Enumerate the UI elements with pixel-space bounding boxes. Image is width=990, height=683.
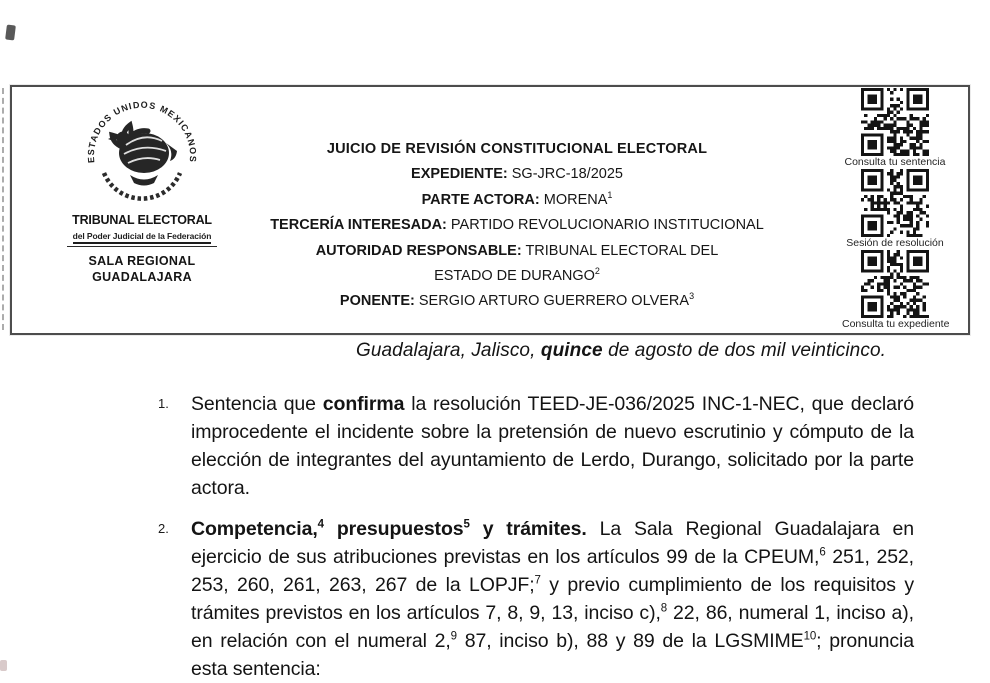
footnote-marker: 5 bbox=[463, 518, 470, 531]
text-segment: 87, inciso b), 88 y 89 de la LGSMIME bbox=[456, 630, 804, 652]
case-field bbox=[210, 239, 824, 290]
institution-city: GUADALAJARA bbox=[92, 270, 192, 284]
case-field bbox=[210, 162, 824, 187]
institution-rule bbox=[67, 246, 217, 247]
paragraph bbox=[158, 515, 914, 683]
qr-label: Consulta tu sentencia bbox=[844, 156, 946, 168]
text-segment: confirma bbox=[322, 393, 405, 415]
case-field-label: PONENTE: bbox=[339, 293, 415, 310]
qr-label: Consulta tu expediente bbox=[842, 318, 950, 330]
text-segment: quince bbox=[540, 340, 603, 361]
footnote-marker: 8 bbox=[660, 602, 668, 615]
paragraph-text bbox=[191, 390, 914, 502]
paragraph-number: 1. bbox=[158, 396, 169, 411]
national-seal-icon bbox=[82, 91, 202, 213]
text-segment: y trámites. bbox=[469, 518, 587, 540]
text-segment: presupuestos bbox=[323, 518, 464, 540]
qr-item bbox=[842, 169, 948, 249]
case-field-value: SERGIO ARTURO GUERRERO OLVERA bbox=[418, 293, 690, 310]
text-segment: 22, 86, numeral 1, inciso a), en relación con el numeral 2, bbox=[191, 602, 914, 652]
case-field-label: AUTORIDAD RESPONSABLE: bbox=[315, 242, 522, 259]
case-field bbox=[210, 289, 824, 314]
text-segment: ; pronuncia esta sentencia: bbox=[191, 630, 914, 680]
case-field-label: EXPEDIENTE: bbox=[411, 166, 508, 183]
letterhead bbox=[10, 85, 970, 335]
text-segment: la resolución TEED-JE-036/2025 INC-1-NEC, que declaró improcedente el incidente sobre la pretensión de nuevo escrutinio y cómputo de la elección de integrantes del ayuntamiento de Lerdo, Durango, solicitado por la parte actora. bbox=[191, 393, 914, 499]
qr-label: Sesión de resolución bbox=[846, 237, 944, 249]
qr-item bbox=[842, 250, 948, 330]
text-segment: y previo cumplimiento de los requisitos y trámites previstos en los artículos 7, 8, 9, 13, inciso c), bbox=[191, 574, 914, 624]
case-title: JUICIO DE REVISIÓN CONSTITUCIONAL ELECTORAL bbox=[326, 141, 708, 157]
paragraph-number: 2. bbox=[158, 521, 169, 536]
institution-chamber: SALA REGIONAL bbox=[88, 254, 196, 268]
text-segment: 251, 252, 253, 260, 261, 263, 267 de la LOPJF; bbox=[191, 546, 914, 596]
footnote-marker: 6 bbox=[819, 546, 826, 559]
qr-code-icon bbox=[861, 250, 929, 318]
case-caption bbox=[210, 137, 824, 315]
text-segment: de agosto de dos mil veinticinco. bbox=[602, 340, 886, 361]
case-field-value: MORENA bbox=[543, 191, 608, 208]
footnote-marker: 7 bbox=[534, 574, 541, 587]
seal-laurel bbox=[104, 173, 180, 199]
case-field bbox=[210, 188, 824, 213]
institution-name: TRIBUNAL ELECTORAL bbox=[72, 213, 212, 227]
case-field-label: PARTE ACTORA: bbox=[421, 191, 540, 208]
text-segment: Sentencia que bbox=[191, 393, 323, 415]
qr-code-icon bbox=[861, 169, 929, 237]
paragraph-text bbox=[191, 515, 914, 683]
dateline bbox=[180, 340, 886, 362]
footnote-marker: 4 bbox=[317, 518, 324, 531]
case-field-value: PARTIDO REVOLUCIONARIO INSTITUCIONAL bbox=[450, 217, 764, 234]
paragraph-list bbox=[158, 390, 914, 683]
text-segment: Competencia, bbox=[191, 518, 318, 540]
seal-eagle-icon bbox=[108, 125, 177, 186]
text-segment: Guadalajara, Jalisco, bbox=[355, 340, 541, 361]
case-fields bbox=[210, 162, 824, 314]
scan-edge-scratch bbox=[2, 88, 4, 330]
footnote-marker: 2 bbox=[594, 266, 600, 277]
footnote-marker: 1 bbox=[607, 189, 613, 200]
footnote-marker: 10 bbox=[803, 630, 817, 643]
case-field-value-line2: ESTADO DE DURANGO$^2$ bbox=[434, 266, 600, 285]
institution-subtitle: del Poder Judicial de la Federación bbox=[73, 232, 212, 245]
scan-speck bbox=[0, 660, 7, 671]
seal-circular-text: ESTADOS UNIDOS MEXICANOS bbox=[85, 99, 199, 164]
footnote-marker: 3 bbox=[689, 291, 695, 302]
qr-column bbox=[842, 88, 948, 331]
scan-corner-mark bbox=[5, 25, 16, 41]
paragraph bbox=[158, 390, 914, 502]
case-field-value: SG-JRC-18/2025 bbox=[511, 166, 623, 183]
case-field bbox=[210, 213, 824, 238]
footnote-marker: 9 bbox=[450, 630, 457, 643]
qr-code-icon bbox=[861, 88, 929, 156]
text-segment: La Sala Regional Guadalajara en ejercicio de sus atribuciones previstas en los artículos 99 de la CPEUM, bbox=[191, 518, 915, 568]
qr-item bbox=[842, 88, 948, 168]
case-field-label: TERCERÍA INTERESADA: bbox=[270, 217, 447, 234]
case-field-value: TRIBUNAL ELECTORAL DEL bbox=[525, 242, 719, 259]
